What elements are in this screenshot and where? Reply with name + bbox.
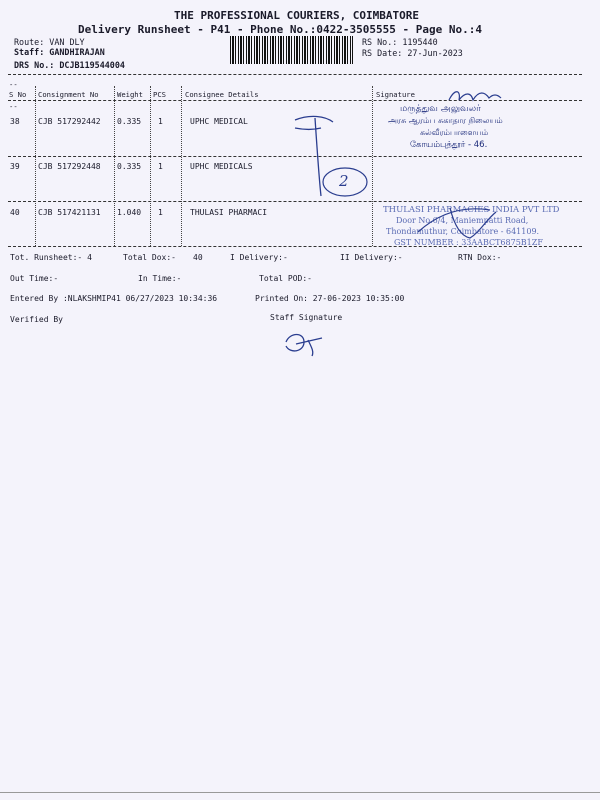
stamp-tamil-line: கல்வீரம்பாளையம் (420, 128, 489, 137)
stamp-pharmacy-line: Thondamuthur, Coimbatore - 641109. (386, 227, 540, 236)
row-consignee: THULASI PHARMACI (190, 208, 268, 217)
entered-by: Entered By :NLAKSHMIP41 06/27/2023 10:34:36 (10, 294, 218, 303)
ii-delivery: II Delivery:- (340, 253, 403, 262)
staff-label: Staff: GANDHIRAJAN (14, 47, 105, 57)
header-dashes-lower: -- (9, 102, 18, 111)
col-pcs: PCS (153, 90, 166, 99)
out-time: Out Time:- (10, 274, 59, 283)
column-divider (150, 86, 151, 246)
row-consignment: CJB 517421131 (38, 208, 101, 217)
row-consignment: CJB 517292448 (38, 162, 101, 171)
total-pod: Total POD:- (259, 274, 312, 283)
row-sno: 39 (10, 162, 20, 171)
col-sno: S No (9, 90, 27, 99)
page-bottom-edge (0, 792, 600, 793)
company-name: THE PROFESSIONAL COURIERS, COIMBATORE (174, 9, 420, 22)
row-sno: 40 (10, 208, 20, 217)
handwritten-bracket (285, 108, 375, 198)
column-divider (114, 86, 115, 246)
col-consignee: Consignee Details (185, 90, 259, 99)
in-time: In Time:- (138, 274, 182, 283)
rtn-dox: RTN Dox:- (458, 253, 502, 262)
row-weight: 0.335 (117, 117, 142, 126)
row-pcs: 1 (158, 162, 163, 171)
column-divider (181, 86, 182, 246)
row-pcs: 1 (158, 208, 163, 217)
total-dox-value: 40 (193, 253, 203, 262)
row-consignee: UPHC MEDICALS (190, 162, 253, 171)
stamp-tamil-line: கோயம்புத்தூர் - 46. (410, 140, 488, 150)
pharmacy-signature (410, 202, 520, 244)
printed-on: Printed On: 27-06-2023 10:35:00 (255, 294, 405, 303)
row-pcs: 1 (158, 117, 163, 126)
row-weight: 0.335 (117, 162, 142, 171)
stamp-tamil-line: மருத்துவ அலுவலர் (400, 104, 481, 114)
rs-date: RS Date: 27-Jun-2023 (362, 48, 463, 58)
drs-number: DRS No.: DCJB119544004 (14, 60, 125, 70)
row-weight: 1.040 (117, 208, 142, 217)
row-consignee: UPHC MEDICAL (190, 117, 248, 126)
col-consignment: Consignment No (38, 90, 99, 99)
barcode (230, 36, 353, 64)
tot-runsheet: Tot. Runsheet:- 4 (10, 253, 92, 262)
rs-number: RS No.: 1195440 (362, 37, 438, 47)
col-signature: Signature (376, 90, 415, 99)
stamp-pharmacy-line: GST NUMBER : 33AABCT6875B1ZF (394, 238, 543, 247)
staff-signature-label: Staff Signature (270, 313, 343, 322)
signature-initials (445, 86, 505, 108)
divider (8, 74, 582, 75)
row-sno: 38 (10, 117, 20, 126)
stamp-pharmacy-line: Door No.6/4, Maniempatti Road, (396, 216, 529, 225)
staff-signature (282, 330, 330, 358)
route-label: Route: VAN DLY (14, 37, 85, 47)
row-consignment: CJB 517292442 (38, 117, 101, 126)
header-dashes: -- (9, 80, 18, 89)
i-delivery: I Delivery:- (230, 253, 288, 262)
column-divider (35, 86, 36, 246)
total-dox-label: Total Dox:- (123, 253, 176, 262)
handwritten-number: 2 (339, 172, 349, 190)
stamp-pharmacy-line: THULASI PHARMACIES INDIA PVT LTD (383, 205, 560, 215)
col-weight: Weight (117, 90, 143, 99)
verified-by: Verified By (10, 315, 63, 324)
runsheet-title: Delivery Runsheet - P41 - Phone No.:0422-3505555 - Page No.:4 (78, 23, 482, 36)
stamp-tamil-line: அரசு ஆரம்ப சுகாதார நிலையம் (388, 116, 503, 125)
